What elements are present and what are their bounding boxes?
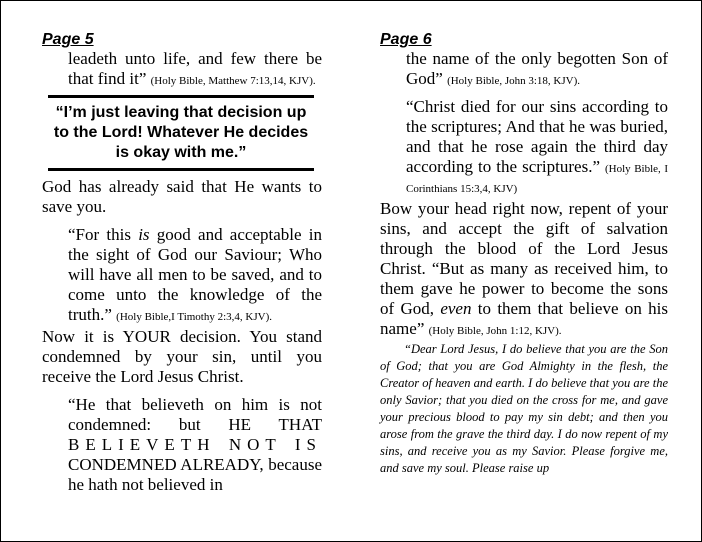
bow-head-text-b: to them that believe on his name” <box>380 299 668 338</box>
john-318-verse-part1: “He that believeth on him is not condemned: but HE THAT <box>68 395 322 434</box>
timothy-verse <box>68 225 322 325</box>
john-318-verse-end-text: the name of the only begotten Son of God” <box>406 49 668 88</box>
right-page-label: Page 6 <box>380 31 432 48</box>
left-page <box>42 31 322 495</box>
corinthians-verse <box>406 97 668 197</box>
paragraph-your-decision: Now it is YOUR decision. You stand condemned by your sin, until you receive the Lord Jesus Christ. <box>42 327 322 386</box>
timothy-verse-text-b: good and acceptable in the sight of God our Saviour; Who will have all men to be saved, and to come unto the knowledge of the truth.” <box>68 225 322 324</box>
bow-head-italic-even: even <box>440 299 472 318</box>
matthew-verse <box>68 49 322 89</box>
john-112-reference: (Holy Bible, John 1:12, KJV). <box>428 325 562 337</box>
john-318-verse-part3: CONDEMNED ALREADY, because he hath not believed in <box>68 455 322 494</box>
objection-callout: “I’m just leaving that decision up to the Lord! Whatever He decides is okay with me.” <box>48 95 314 171</box>
timothy-verse-text-a: “For this <box>68 225 139 244</box>
paragraph-bow-your-head <box>380 199 668 339</box>
corinthians-reference: (Holy Bible, I Corinthians 15:3,4, KJV) <box>406 163 668 195</box>
paragraph-wants-to-save: God has already said that He wants to save you. <box>42 177 322 216</box>
timothy-verse-italic-is: is <box>138 225 150 244</box>
right-page <box>380 31 668 477</box>
john-318-verse-part2: BELIEVETH NOT IS <box>68 435 322 454</box>
bow-head-text-a: Bow your head right now, repent of your sins, and accept the gift of salvation through the blood of the Lord Jesus Christ. “But as many as received him, to them gave he power to become the sons of God, <box>380 199 668 318</box>
timothy-reference: (Holy Bible,I Timothy 2:3,4, KJV). <box>116 311 273 323</box>
john-318-verse-end <box>406 49 668 89</box>
matthew-verse-text: leadeth unto life, and few there be that find it” <box>68 49 322 88</box>
matthew-reference: (Holy Bible, Matthew 7:13,14, KJV). <box>150 75 316 87</box>
left-page-label: Page 5 <box>42 31 94 48</box>
john-318-reference: (Holy Bible, John 3:18, KJV). <box>447 75 580 87</box>
sinners-prayer: “Dear Lord Jesus, I do believe that you are the Son of God; that you are God Almighty in the flesh, the Creator of heaven and earth. I do believe that you are the only Savior; that you died on the cross for me, and gave your precious blood to pay my sin debt; and then you arose from the grave the third day. I do now repent of my sins, and receive you as my Savior. Please forgive me, and save my soul. Please raise up <box>380 342 668 475</box>
corinthians-verse-text: “Christ died for our sins according to the scriptures; And that he was buried, and that he rose again the third day according to the scriptures.” <box>406 97 668 176</box>
